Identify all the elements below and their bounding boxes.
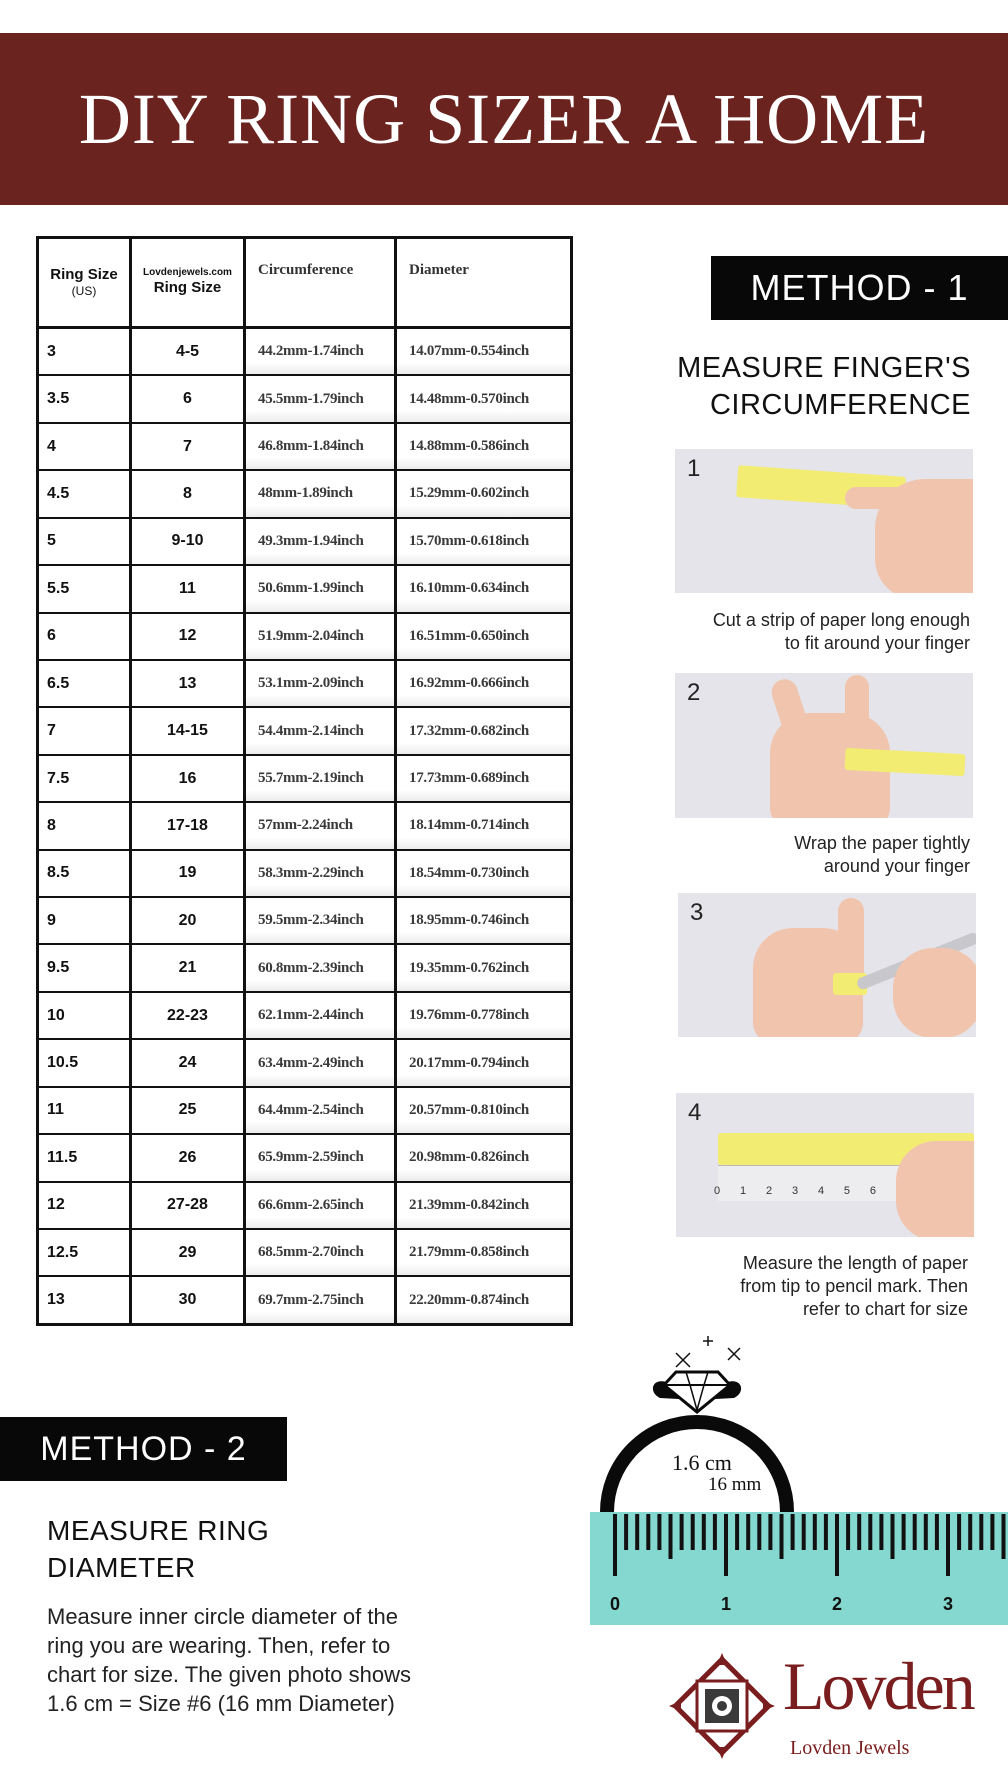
finger-image bbox=[845, 487, 925, 509]
method-2-title-line-2: DIAMETER bbox=[47, 1552, 196, 1583]
ruler-digit: 6 bbox=[869, 1185, 877, 1197]
table-row bbox=[39, 1277, 570, 1322]
logo-subtitle: Lovden Jewels bbox=[790, 1737, 910, 1759]
ruler-digit: 1 bbox=[739, 1185, 747, 1197]
table-row bbox=[39, 993, 570, 1040]
ruler-tick bbox=[735, 1514, 739, 1550]
ruler-tick bbox=[846, 1514, 850, 1550]
step-2-number: 2 bbox=[687, 679, 701, 706]
ring-mm-label: 16 mm bbox=[708, 1474, 762, 1495]
cell-circumference: 53.1mm-2.09inch bbox=[246, 661, 397, 706]
table-row bbox=[39, 1088, 570, 1135]
ruler-label: 3 bbox=[942, 1594, 954, 1614]
table-row bbox=[39, 708, 570, 755]
cell-circumference: 46.8mm-1.84inch bbox=[246, 424, 397, 469]
header-diameter: Diameter bbox=[409, 262, 469, 278]
cell-lovden-size: 29 bbox=[132, 1230, 246, 1275]
table-row bbox=[39, 1135, 570, 1182]
method-1-tag bbox=[711, 256, 1008, 320]
cell-lovden-size: 26 bbox=[132, 1135, 246, 1180]
cell-diameter: 20.57mm-0.810inch bbox=[397, 1088, 570, 1133]
lovden-logo bbox=[663, 1645, 973, 1770]
cell-circumference: 57mm-2.24inch bbox=[246, 803, 397, 848]
cell-lovden-size: 16 bbox=[132, 756, 246, 801]
cell-us-size: 13 bbox=[39, 1277, 132, 1322]
table-row bbox=[39, 756, 570, 803]
table-row bbox=[39, 519, 570, 566]
step-2-caption-line-2: around your finger bbox=[823, 856, 970, 876]
logo-wordmark: Lovden bbox=[783, 1648, 973, 1724]
cell-us-size: 10 bbox=[39, 993, 132, 1038]
ruler-tick bbox=[891, 1514, 895, 1559]
table-row bbox=[39, 1183, 570, 1230]
page-title: DIY RING SIZER A HOME bbox=[78, 78, 930, 159]
cell-circumference: 50.6mm-1.99inch bbox=[246, 566, 397, 611]
step-3-photo bbox=[678, 893, 976, 1037]
cell-circumference: 62.1mm-2.44inch bbox=[246, 993, 397, 1038]
ruler-tick bbox=[902, 1514, 906, 1550]
ruler-tick bbox=[813, 1514, 817, 1550]
cell-us-size: 7 bbox=[39, 708, 132, 753]
step-1-photo bbox=[675, 449, 973, 593]
ruler-tick bbox=[691, 1514, 695, 1550]
header-brand-label: Lovdenjewels.com bbox=[143, 266, 232, 278]
cell-diameter: 14.07mm-0.554inch bbox=[397, 329, 570, 374]
table-row bbox=[39, 898, 570, 945]
step-1-caption-line-2: to fit around your finger bbox=[784, 633, 970, 653]
cell-us-size: 8.5 bbox=[39, 851, 132, 896]
cell-diameter: 16.10mm-0.634inch bbox=[397, 566, 570, 611]
table-row bbox=[39, 376, 570, 423]
cell-diameter: 18.95mm-0.746inch bbox=[397, 898, 570, 943]
cell-diameter: 14.48mm-0.570inch bbox=[397, 376, 570, 421]
table-row bbox=[39, 1230, 570, 1277]
step-1-caption-line-1: Cut a strip of paper long enough bbox=[712, 610, 970, 630]
ruler-tick bbox=[613, 1514, 617, 1576]
ruler-tick bbox=[680, 1514, 684, 1550]
cell-diameter: 19.76mm-0.778inch bbox=[397, 993, 570, 1038]
cell-circumference: 48mm-1.89inch bbox=[246, 471, 397, 516]
table-row bbox=[39, 424, 570, 471]
ring-ruler-svg bbox=[590, 1330, 1008, 1625]
chart-header-row bbox=[39, 239, 570, 329]
cell-circumference: 59.5mm-2.34inch bbox=[246, 898, 397, 943]
cell-diameter: 21.39mm-0.842inch bbox=[397, 1183, 570, 1228]
cell-circumference: 55.7mm-2.19inch bbox=[246, 756, 397, 801]
cell-us-size: 11 bbox=[39, 1088, 132, 1133]
cell-us-size: 4 bbox=[39, 424, 132, 469]
ruler-tick bbox=[957, 1514, 961, 1550]
ruler-tick bbox=[702, 1514, 706, 1550]
ruler-tick bbox=[857, 1514, 861, 1550]
cell-lovden-size: 14-15 bbox=[132, 708, 246, 753]
cell-circumference: 66.6mm-2.65inch bbox=[246, 1183, 397, 1228]
ruler-tick bbox=[802, 1514, 806, 1550]
ring-size-chart bbox=[36, 236, 573, 1326]
table-row bbox=[39, 1040, 570, 1087]
cell-circumference: 54.4mm-2.14inch bbox=[246, 708, 397, 753]
ruler-digit: 3 bbox=[791, 1185, 799, 1197]
cell-us-size: 5.5 bbox=[39, 566, 132, 611]
cell-lovden-size: 25 bbox=[132, 1088, 246, 1133]
cell-us-size: 9 bbox=[39, 898, 132, 943]
finger-image bbox=[896, 1141, 974, 1237]
ruler-tick bbox=[724, 1514, 728, 1576]
cell-circumference: 44.2mm-1.74inch bbox=[246, 329, 397, 374]
ruler-tick bbox=[935, 1514, 939, 1550]
table-row bbox=[39, 566, 570, 613]
cell-us-size: 10.5 bbox=[39, 1040, 132, 1085]
method-2-tag bbox=[0, 1417, 287, 1481]
ring-cm-label: 1.6 cm bbox=[672, 1450, 732, 1475]
header-brand-ring-size-label: Ring Size bbox=[153, 279, 222, 297]
cell-us-size: 6.5 bbox=[39, 661, 132, 706]
cell-lovden-size: 9-10 bbox=[132, 519, 246, 564]
ruler-tick bbox=[791, 1514, 795, 1550]
cell-circumference: 49.3mm-1.94inch bbox=[246, 519, 397, 564]
cell-diameter: 14.88mm-0.586inch bbox=[397, 424, 570, 469]
ruler-digit: 0 bbox=[714, 1185, 721, 1197]
diamond-icon bbox=[653, 1372, 741, 1412]
ruler-tick bbox=[824, 1514, 828, 1550]
cell-circumference: 58.3mm-2.29inch bbox=[246, 851, 397, 896]
cell-us-size: 11.5 bbox=[39, 1135, 132, 1180]
cell-lovden-size: 7 bbox=[132, 424, 246, 469]
cell-diameter: 17.32mm-0.682inch bbox=[397, 708, 570, 753]
step-4-photo bbox=[676, 1093, 974, 1237]
table-row bbox=[39, 661, 570, 708]
cell-diameter: 20.17mm-0.794inch bbox=[397, 1040, 570, 1085]
ruler-tick bbox=[757, 1514, 761, 1550]
cell-lovden-size: 12 bbox=[132, 614, 246, 659]
cell-diameter: 19.35mm-0.762inch bbox=[397, 945, 570, 990]
ruler-tick bbox=[768, 1514, 772, 1550]
method-2-title bbox=[47, 1512, 377, 1586]
cell-lovden-size: 21 bbox=[132, 945, 246, 990]
cell-circumference: 69.7mm-2.75inch bbox=[246, 1277, 397, 1322]
cell-lovden-size: 30 bbox=[132, 1277, 246, 1322]
page-title-banner bbox=[0, 33, 1008, 205]
step-4-caption-line-3: refer to chart for size bbox=[802, 1299, 968, 1319]
cell-us-size: 7.5 bbox=[39, 756, 132, 801]
table-row bbox=[39, 329, 570, 376]
method-2-body-line-4: 1.6 cm = Size #6 (16 mm Diameter) bbox=[47, 1691, 395, 1716]
ruler-tick bbox=[990, 1514, 994, 1550]
cell-diameter: 18.14mm-0.714inch bbox=[397, 803, 570, 848]
ruler-label: 0 bbox=[609, 1594, 621, 1614]
cell-diameter: 15.70mm-0.618inch bbox=[397, 519, 570, 564]
ruler-tick bbox=[624, 1514, 628, 1550]
method-2-body-line-1: Measure inner circle diameter of the bbox=[47, 1604, 398, 1629]
ruler-digit: 4 bbox=[817, 1185, 825, 1197]
ruler-label: 1 bbox=[720, 1594, 732, 1614]
table-row bbox=[39, 471, 570, 518]
ruler-digit: 5 bbox=[843, 1185, 851, 1197]
logo-emblem-icon bbox=[667, 1651, 777, 1761]
cell-us-size: 12.5 bbox=[39, 1230, 132, 1275]
method-2-title-line-1: MEASURE RING bbox=[47, 1515, 270, 1546]
cell-lovden-size: 20 bbox=[132, 898, 246, 943]
step-2-caption bbox=[640, 832, 970, 878]
cell-lovden-size: 4-5 bbox=[132, 329, 246, 374]
cell-us-size: 6 bbox=[39, 614, 132, 659]
hand-image bbox=[893, 948, 976, 1037]
cell-us-size: 3.5 bbox=[39, 376, 132, 421]
method-1-title-line-2: CIRCUMFERENCE bbox=[709, 389, 971, 421]
ruler-tick bbox=[746, 1514, 750, 1550]
ruler-tick bbox=[780, 1514, 784, 1559]
cell-us-size: 9.5 bbox=[39, 945, 132, 990]
cell-circumference: 64.4mm-2.54inch bbox=[246, 1088, 397, 1133]
cell-circumference: 65.9mm-2.59inch bbox=[246, 1135, 397, 1180]
table-row bbox=[39, 614, 570, 661]
method-2-description bbox=[47, 1602, 477, 1718]
header-ring-size-us bbox=[39, 239, 132, 326]
cell-lovden-size: 6 bbox=[132, 376, 246, 421]
ruler-tick bbox=[635, 1514, 639, 1550]
method-2-tag-label: METHOD - 2 bbox=[40, 1429, 247, 1468]
cell-diameter: 20.98mm-0.826inch bbox=[397, 1135, 570, 1180]
cell-diameter: 16.51mm-0.650inch bbox=[397, 614, 570, 659]
cell-lovden-size: 22-23 bbox=[132, 993, 246, 1038]
method-1-tag-label: METHOD - 1 bbox=[750, 267, 969, 308]
ruler-tick bbox=[1002, 1514, 1006, 1559]
step-1-number: 1 bbox=[687, 455, 701, 482]
cell-circumference: 63.4mm-2.49inch bbox=[246, 1040, 397, 1085]
ring-diameter-illustration bbox=[590, 1330, 1008, 1625]
cell-lovden-size: 19 bbox=[132, 851, 246, 896]
cell-us-size: 8 bbox=[39, 803, 132, 848]
cell-us-size: 5 bbox=[39, 519, 132, 564]
cell-us-size: 4.5 bbox=[39, 471, 132, 516]
ruler-tick bbox=[868, 1514, 872, 1550]
ruler-tick bbox=[713, 1514, 717, 1550]
cell-lovden-size: 27-28 bbox=[132, 1183, 246, 1228]
cell-circumference: 45.5mm-1.79inch bbox=[246, 376, 397, 421]
sparkle-icon bbox=[676, 1336, 740, 1367]
cell-circumference: 68.5mm-2.70inch bbox=[246, 1230, 397, 1275]
ruler-tick bbox=[835, 1514, 839, 1576]
cell-diameter: 16.92mm-0.666inch bbox=[397, 661, 570, 706]
cell-diameter: 22.20mm-0.874inch bbox=[397, 1277, 570, 1322]
ruler-tick bbox=[669, 1514, 673, 1559]
ruler-tick bbox=[968, 1514, 972, 1550]
step-4-caption bbox=[640, 1252, 968, 1321]
cell-us-size: 3 bbox=[39, 329, 132, 374]
table-row bbox=[39, 851, 570, 898]
cell-diameter: 17.73mm-0.689inch bbox=[397, 756, 570, 801]
cell-us-size: 12 bbox=[39, 1183, 132, 1228]
method-1-title bbox=[640, 350, 971, 424]
ruler-tick bbox=[646, 1514, 650, 1550]
ruler-tick bbox=[946, 1514, 950, 1576]
step-4-caption-line-1: Measure the length of paper bbox=[742, 1253, 968, 1273]
header-ring-size-unit: (US) bbox=[71, 284, 97, 299]
method-2-body-line-3: chart for size. The given photo shows bbox=[47, 1662, 412, 1687]
cell-lovden-size: 8 bbox=[132, 471, 246, 516]
step-2-caption-line-1: Wrap the paper tightly bbox=[794, 833, 970, 853]
cell-diameter: 15.29mm-0.602inch bbox=[397, 471, 570, 516]
table-row bbox=[39, 945, 570, 992]
cell-diameter: 18.54mm-0.730inch bbox=[397, 851, 570, 896]
header-ring-size-label: Ring Size bbox=[50, 265, 118, 283]
cell-lovden-size: 11 bbox=[132, 566, 246, 611]
step-3-number: 3 bbox=[690, 899, 704, 926]
step-4-caption-line-2: from tip to pencil mark. Then bbox=[740, 1276, 968, 1296]
chart-body bbox=[39, 329, 570, 1323]
header-lovden-ring-size bbox=[132, 239, 246, 326]
cell-lovden-size: 24 bbox=[132, 1040, 246, 1085]
cell-circumference: 51.9mm-2.04inch bbox=[246, 614, 397, 659]
ruler-tick bbox=[979, 1514, 983, 1550]
step-4-number: 4 bbox=[688, 1099, 702, 1126]
ruler-digit: 2 bbox=[765, 1185, 773, 1197]
step-2-photo bbox=[675, 673, 973, 818]
cell-lovden-size: 13 bbox=[132, 661, 246, 706]
ruler-tick bbox=[657, 1514, 661, 1550]
cell-diameter: 21.79mm-0.858inch bbox=[397, 1230, 570, 1275]
ruler-label: 2 bbox=[831, 1594, 843, 1614]
table-row bbox=[39, 803, 570, 850]
method-1-title-line-1: MEASURE FINGER'S bbox=[677, 352, 971, 384]
ruler-tick bbox=[913, 1514, 917, 1550]
ruler-tick bbox=[924, 1514, 928, 1550]
header-circumference: Circumference bbox=[246, 239, 397, 326]
cell-circumference: 60.8mm-2.39inch bbox=[246, 945, 397, 990]
step-1-caption bbox=[640, 609, 970, 655]
ruler-tick bbox=[879, 1514, 883, 1550]
cell-lovden-size: 17-18 bbox=[132, 803, 246, 848]
method-2-body-line-2: ring you are wearing. Then, refer to bbox=[47, 1633, 391, 1658]
